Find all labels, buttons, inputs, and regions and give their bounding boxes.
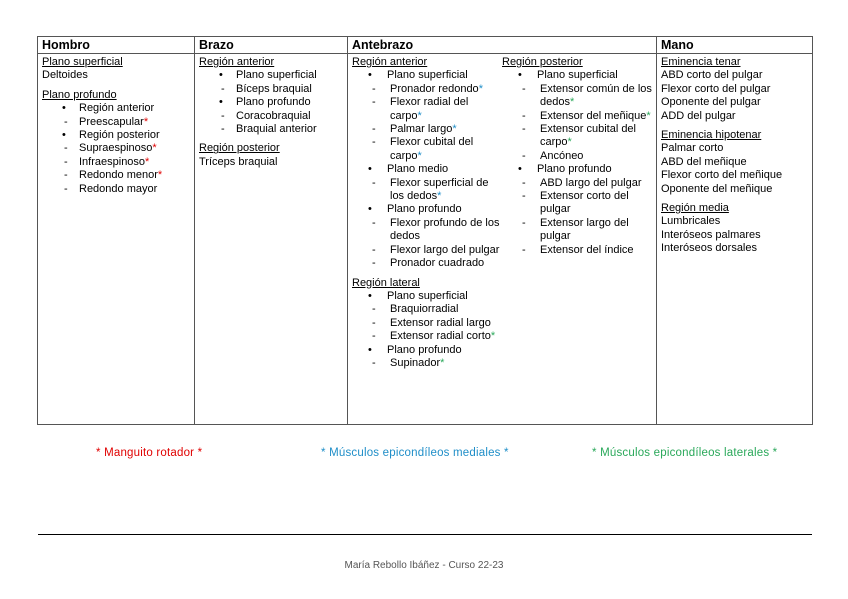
list-item: • Plano superficial: [352, 69, 502, 82]
section-title: Región media: [661, 202, 729, 215]
antebrazo-posterior-list: [502, 69, 652, 257]
lateral-marker: *: [490, 330, 496, 343]
list-item: • Región posterior: [42, 129, 190, 142]
list-item: - ABD largo del pulgar: [502, 177, 652, 190]
list-item: - Extensor corto del pulgar: [502, 190, 652, 217]
list-item: Oponente del pulgar: [661, 96, 761, 109]
list-item: - Braquiorradial: [352, 303, 502, 316]
list-item: ABD corto del pulgar: [661, 69, 763, 82]
content-row: [38, 54, 813, 425]
lateral-marker: *: [569, 96, 575, 109]
list-item: - Coracobraquial: [199, 110, 343, 123]
section-title: Plano profundo: [42, 88, 117, 101]
muscle-table: [37, 36, 813, 425]
list-item: ABD del meñique: [661, 155, 747, 168]
list-item: Interóseos palmares: [661, 228, 761, 241]
section-title: Región lateral: [352, 276, 420, 289]
section-title: Región anterior: [352, 56, 428, 68]
header-brazo: Brazo: [195, 37, 348, 54]
antebrazo-anterior-list: [352, 69, 502, 270]
list-item: • Plano superficial: [199, 69, 343, 82]
list-item: • Plano medio: [352, 163, 502, 176]
list-item: Lumbricales: [661, 215, 721, 228]
list-item: - Ancóneo: [502, 150, 652, 163]
list-item: • Plano profundo: [502, 163, 652, 176]
antebrazo-right: [502, 56, 652, 370]
list-item: - Extensor radial corto*: [352, 330, 502, 343]
list-item: Palmar corto: [661, 142, 724, 155]
medial-marker: *: [437, 190, 442, 203]
section-title: Eminencia hipotenar: [661, 129, 762, 142]
hombro-cell: [38, 54, 195, 425]
list-item: Tríceps braquial: [199, 155, 278, 168]
mano-cell: [657, 54, 813, 425]
list-item: - Flexor superficial de los dedos*: [352, 177, 502, 204]
list-item: - Flexor largo del pulgar: [352, 244, 502, 257]
list-item: - Extensor largo del pulgar: [502, 217, 652, 244]
antebrazo-lateral-list: [352, 290, 502, 370]
legend-rotator-cuff: * Manguito rotador *: [96, 447, 203, 459]
list-item: - Extensor común de los dedos*: [502, 83, 652, 110]
hombro-profundo-list: [42, 102, 190, 196]
section-title: Eminencia tenar: [661, 56, 741, 68]
list-item: - Flexor radial del carpo*: [352, 96, 502, 123]
lateral-marker: *: [646, 109, 651, 122]
list-item: - Redondo mayor: [42, 183, 190, 196]
list-item: • Plano profundo: [352, 344, 502, 357]
list-item: - Pronador redondo*: [352, 83, 502, 96]
list-item: - Flexor profundo de los dedos: [352, 217, 502, 244]
header-antebrazo: Antebrazo: [348, 37, 657, 54]
footer-divider: [38, 534, 812, 535]
list-item: ADD del pulgar: [661, 109, 736, 122]
footer-credit: María Rebollo Ibáñez - Curso 22-23: [344, 560, 504, 571]
medial-marker: *: [478, 82, 483, 95]
list-item: - Redondo menor*: [42, 169, 190, 182]
list-item: - Extensor radial largo: [352, 317, 502, 330]
rotator-marker: *: [145, 155, 150, 168]
lateral-marker: *: [440, 356, 445, 369]
list-item: - Supinador*: [352, 357, 502, 370]
section-title: Región anterior: [199, 56, 275, 68]
list-item: - Flexor cubital del carpo*: [352, 136, 502, 163]
antebrazo-left: [352, 56, 502, 370]
list-item: • Región anterior: [42, 102, 190, 115]
medial-marker: *: [417, 149, 422, 162]
medial-marker: *: [452, 123, 457, 136]
list-item: - Preescapular*: [42, 116, 190, 129]
list-item: - Extensor del índice: [502, 244, 652, 257]
section-title: Plano superficial: [42, 56, 123, 68]
list-item: - Pronador cuadrado: [352, 257, 502, 270]
list-item: • Plano superficial: [352, 290, 502, 303]
list-item: - Extensor cubital del carpo*: [502, 123, 652, 150]
brazo-cell: [195, 54, 348, 425]
rotator-marker: *: [152, 142, 157, 155]
list-item: - Braquial anterior: [199, 123, 343, 136]
section-title: Región posterior: [502, 56, 583, 68]
rotator-marker: *: [143, 115, 149, 128]
legend-medial-epicondyle: * Músculos epicondíleos mediales *: [321, 447, 509, 459]
list-item: Flexor corto del meñique: [661, 169, 783, 182]
header-mano: Mano: [657, 37, 813, 54]
list-item: - Palmar largo*: [352, 123, 502, 136]
header-hombro: Hombro: [38, 37, 195, 54]
list-item: - Supraespinoso*: [42, 142, 190, 155]
legend-lateral-epicondyle: * Músculos epicondíleos laterales *: [592, 447, 778, 459]
brazo-anterior-list: [199, 69, 343, 136]
list-item: Deltoides: [42, 69, 88, 82]
list-item: Flexor corto del pulgar: [661, 82, 771, 95]
medial-marker: *: [417, 109, 422, 122]
list-item: - Infraespinoso*: [42, 156, 190, 169]
list-item: - Extensor del meñique*: [502, 110, 652, 123]
list-item: Oponente del meñique: [661, 182, 773, 195]
antebrazo-subcolumns: [352, 56, 652, 370]
antebrazo-cell: [348, 54, 657, 425]
lateral-marker: *: [567, 136, 572, 149]
list-item: • Plano superficial: [502, 69, 652, 82]
rotator-marker: *: [157, 169, 163, 182]
list-item: • Plano profundo: [352, 203, 502, 216]
list-item: Interóseos dorsales: [661, 242, 757, 255]
list-item: • Plano profundo: [199, 96, 343, 109]
header-row: [38, 37, 813, 54]
list-item: - Bíceps braquial: [199, 83, 343, 96]
section-title: Región posterior: [199, 142, 280, 155]
